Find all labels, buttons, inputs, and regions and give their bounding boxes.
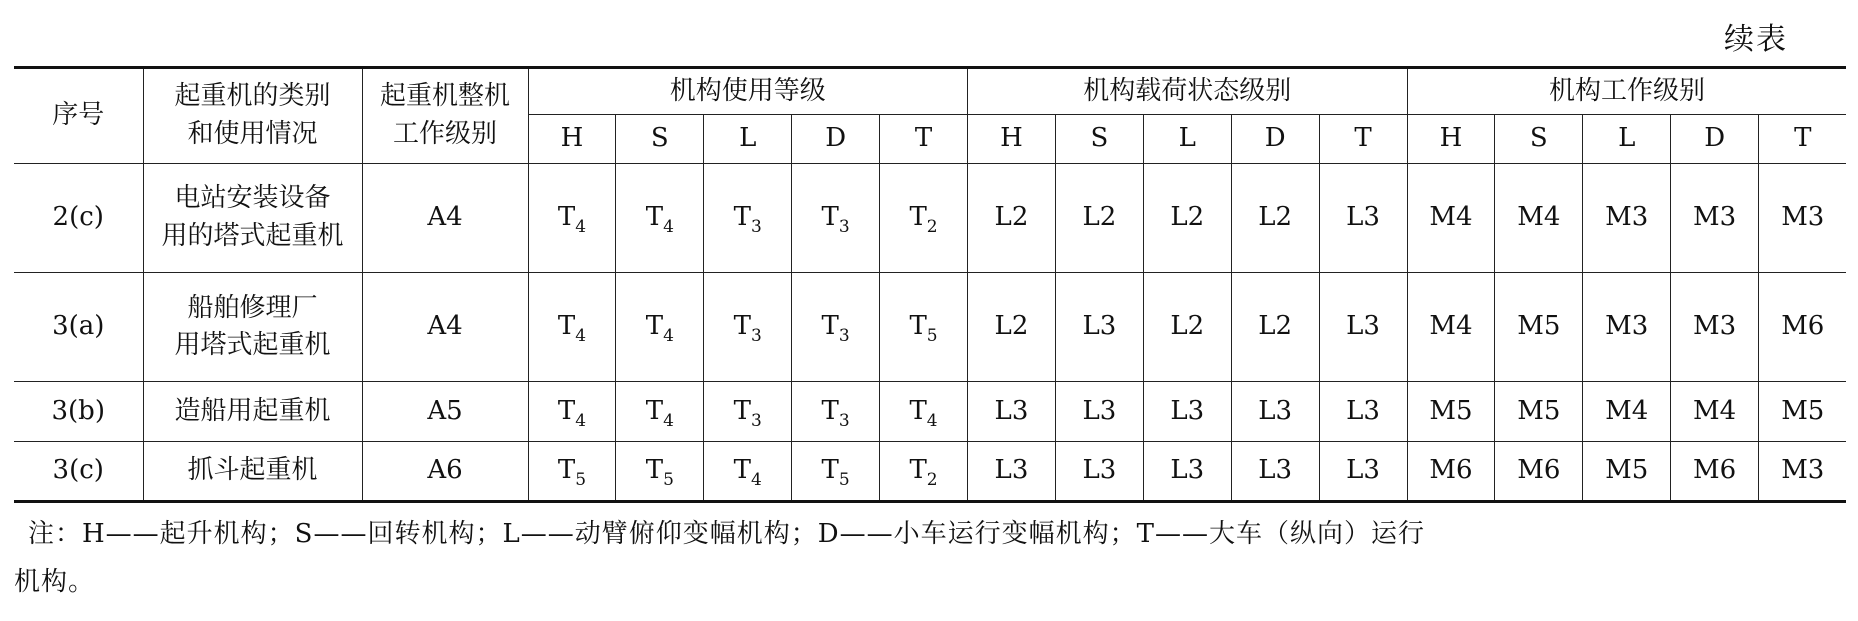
header-crane-class	[362, 68, 528, 164]
cell-usage-class	[616, 382, 704, 442]
usage-letter: T	[557, 202, 576, 233]
usage-subscript: 4	[575, 326, 587, 347]
table-body	[14, 164, 1846, 502]
cell-usage-class	[704, 273, 792, 382]
cell-load-state: L2	[1231, 273, 1319, 382]
usage-subscript: 2	[926, 470, 938, 491]
cell-category	[143, 442, 362, 502]
cell-usage-class	[616, 273, 704, 382]
cell-category-line: 用塔式起重机	[174, 330, 331, 361]
cell-work-class: M4	[1495, 164, 1583, 273]
mechanism-header-work: S	[1495, 115, 1583, 164]
usage-letter: T	[821, 455, 839, 486]
usage-subscript: 3	[838, 410, 850, 431]
cell-load-state: L2	[1143, 164, 1231, 273]
header-usage-class: 机构使用等级	[528, 68, 968, 115]
usage-letter: T	[733, 395, 751, 426]
cell-work-class: M3	[1759, 442, 1847, 502]
usage-subscript: 3	[750, 326, 762, 347]
usage-subscript: 4	[663, 326, 674, 347]
cell-work-class: M3	[1759, 164, 1847, 273]
cell-category-line: 用的塔式起重机	[161, 221, 344, 252]
usage-letter: T	[733, 202, 751, 233]
cell-work-class: M6	[1495, 442, 1583, 502]
crane-classification-table	[14, 66, 1846, 503]
mechanism-header-usage: S	[616, 115, 704, 164]
mechanism-header-usage: L	[704, 115, 792, 164]
header-load-state: 机构载荷状态级别	[968, 68, 1407, 115]
usage-subscript: 3	[838, 217, 850, 238]
cell-load-state: L3	[1055, 382, 1143, 442]
cell-usage-class	[880, 273, 968, 382]
cell-crane-class: A4	[362, 273, 528, 382]
usage-letter: T	[821, 395, 839, 426]
usage-subscript: 3	[838, 326, 850, 347]
cell-seq: 2(c)	[14, 164, 143, 273]
cell-work-class: M4	[1583, 382, 1671, 442]
cell-load-state: L3	[1319, 442, 1407, 502]
header-crane-class-line: 工作级别	[392, 119, 497, 149]
usage-subscript: 2	[926, 217, 938, 238]
usage-subscript: 5	[575, 470, 587, 491]
cell-load-state: L3	[968, 442, 1056, 502]
cell-usage-class	[704, 164, 792, 273]
cell-work-class: M4	[1407, 164, 1495, 273]
table-note	[14, 510, 1828, 606]
cell-work-class: M5	[1495, 273, 1583, 382]
cell-work-class: M5	[1407, 382, 1495, 442]
cell-work-class: M5	[1495, 382, 1583, 442]
note-line: 注：H——起升机构；S——回转机构；L——动臂俯仰变幅机构；D——小车运行变幅机构；T——大车（纵向）运行	[28, 519, 1425, 549]
cell-usage-class	[616, 442, 704, 502]
usage-letter: T	[645, 455, 664, 486]
usage-letter: T	[557, 455, 576, 486]
mechanism-header-load: D	[1231, 115, 1319, 164]
cell-load-state: L3	[968, 382, 1056, 442]
table-row	[14, 382, 1846, 442]
usage-letter: T	[645, 202, 664, 233]
cell-usage-class	[792, 382, 880, 442]
mechanism-header-work: H	[1407, 115, 1495, 164]
cell-load-state: L2	[1143, 273, 1231, 382]
usage-letter: T	[909, 395, 927, 426]
usage-letter: T	[821, 202, 839, 233]
cell-load-state: L3	[1143, 382, 1231, 442]
cell-usage-class	[792, 164, 880, 273]
usage-subscript: 4	[575, 410, 587, 431]
cell-usage-class	[792, 273, 880, 382]
cell-load-state: L2	[968, 164, 1056, 273]
usage-letter: T	[909, 455, 927, 486]
usage-subscript: 4	[663, 410, 674, 431]
cell-load-state: L3	[1319, 382, 1407, 442]
cell-category	[143, 164, 362, 273]
cell-load-state: L3	[1231, 442, 1319, 502]
mechanism-header-work: D	[1671, 115, 1759, 164]
usage-subscript: 4	[750, 470, 762, 491]
cell-load-state: L3	[1143, 442, 1231, 502]
table-row	[14, 442, 1846, 502]
cell-usage-class	[792, 442, 880, 502]
cell-load-state: L3	[1319, 273, 1407, 382]
cell-category	[143, 273, 362, 382]
mechanism-header-load: H	[968, 115, 1056, 164]
cell-load-state: L3	[1319, 164, 1407, 273]
usage-subscript: 4	[926, 410, 938, 431]
cell-load-state: L2	[968, 273, 1056, 382]
usage-letter: T	[557, 395, 576, 426]
usage-letter: T	[909, 311, 927, 342]
header-crane-class-line: 起重机整机	[379, 81, 510, 112]
usage-subscript: 4	[575, 217, 587, 238]
cell-work-class: M3	[1583, 273, 1671, 382]
cell-usage-class	[528, 164, 616, 273]
cell-crane-class: A5	[362, 382, 528, 442]
cell-seq: 3(b)	[14, 382, 143, 442]
table-row	[14, 273, 1846, 382]
cell-category-line: 船舶修理厂	[187, 292, 318, 323]
usage-letter: T	[821, 311, 839, 342]
cell-seq: 3(c)	[14, 442, 143, 502]
cell-work-class: M3	[1583, 164, 1671, 273]
mechanism-header-load: S	[1055, 115, 1143, 164]
cell-load-state: L3	[1231, 382, 1319, 442]
cell-work-class: M5	[1759, 382, 1847, 442]
cell-work-class: M6	[1407, 442, 1495, 502]
usage-subscript: 5	[838, 470, 850, 491]
cell-usage-class	[880, 382, 968, 442]
usage-subscript: 5	[663, 470, 674, 491]
cell-work-class: M3	[1671, 273, 1759, 382]
cell-category-line: 电站安装设备	[174, 183, 331, 214]
cell-load-state: L3	[1055, 273, 1143, 382]
cell-usage-class	[528, 382, 616, 442]
cell-work-class: M3	[1671, 164, 1759, 273]
table-row	[14, 164, 1846, 273]
cell-crane-class: A4	[362, 164, 528, 273]
mechanism-header-load: L	[1143, 115, 1231, 164]
cell-crane-class: A6	[362, 442, 528, 502]
cell-usage-class	[880, 164, 968, 273]
header-category-line: 起重机的类别	[174, 81, 331, 112]
cell-usage-class	[528, 442, 616, 502]
header-category-line: 和使用情况	[187, 119, 318, 149]
header-work-class: 机构工作级别	[1407, 68, 1846, 115]
continued-label: 续表	[1724, 22, 1788, 57]
header-category	[143, 68, 362, 164]
cell-work-class: M4	[1671, 382, 1759, 442]
mechanism-header-load: T	[1319, 115, 1407, 164]
cell-load-state: L2	[1231, 164, 1319, 273]
usage-subscript: 3	[750, 410, 762, 431]
cell-usage-class	[880, 442, 968, 502]
mechanism-header-usage: T	[880, 115, 968, 164]
cell-seq: 3(a)	[14, 273, 143, 382]
usage-letter: T	[645, 395, 664, 426]
cell-work-class: M6	[1671, 442, 1759, 502]
cell-load-state: L2	[1055, 164, 1143, 273]
cell-category-line: 造船用起重机	[174, 395, 331, 426]
mechanism-header-work: L	[1583, 115, 1671, 164]
usage-subscript: 4	[663, 217, 674, 238]
cell-usage-class	[616, 164, 704, 273]
cell-usage-class	[704, 442, 792, 502]
usage-letter: T	[733, 455, 751, 486]
cell-usage-class	[528, 273, 616, 382]
header-seq: 序号	[14, 68, 143, 164]
cell-work-class: M4	[1407, 273, 1495, 382]
cell-work-class: M6	[1759, 273, 1847, 382]
cell-work-class: M5	[1583, 442, 1671, 502]
usage-letter: T	[645, 311, 664, 342]
mechanism-header-usage: D	[792, 115, 880, 164]
mechanism-header-usage: H	[528, 115, 616, 164]
cell-category-line: 抓斗起重机	[187, 455, 318, 486]
usage-letter: T	[557, 311, 576, 342]
note-line: 机构。	[14, 567, 96, 597]
usage-subscript: 5	[926, 326, 938, 347]
cell-usage-class	[704, 382, 792, 442]
cell-load-state: L3	[1055, 442, 1143, 502]
usage-letter: T	[733, 311, 751, 342]
usage-letter: T	[909, 202, 927, 233]
usage-subscript: 3	[750, 217, 762, 238]
mechanism-header-work: T	[1759, 115, 1847, 164]
cell-category	[143, 382, 362, 442]
